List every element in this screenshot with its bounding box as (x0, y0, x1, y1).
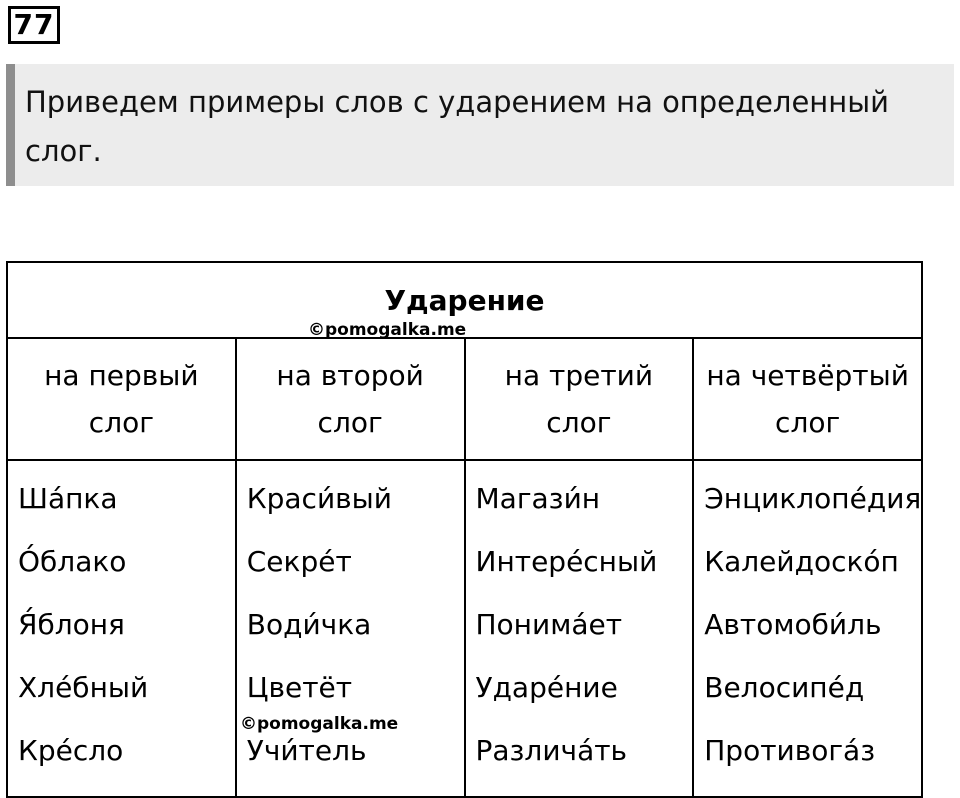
word-list-fourth-syllable (693, 460, 922, 797)
word-item: Ударе́ние (475, 671, 618, 704)
watermark: ©pomogalka.me (308, 320, 467, 340)
column-header-line: слог (317, 406, 383, 439)
word-item: Хле́бный (18, 671, 149, 704)
column-header-line: на первый (44, 359, 199, 392)
word-item: Энциклопе́дия (704, 482, 922, 515)
column-header-first-syllable (7, 338, 236, 460)
task-statement-text: Приведем примеры слов с ударением на определенный слог. (25, 85, 889, 168)
word-item: О́блако (18, 545, 127, 578)
word-item: Калейдоско́п (704, 545, 899, 578)
word-item: Секре́т (246, 545, 352, 578)
word-item: Понима́ет (475, 608, 623, 641)
task-statement-box (6, 64, 954, 186)
column-header-line: слог (775, 406, 841, 439)
word-list-first-syllable (7, 460, 236, 797)
word-list-second-syllable (236, 460, 465, 797)
word-item: Ша́пка (18, 482, 118, 515)
column-header-line: на второй (276, 359, 424, 392)
task-number: 77 (8, 6, 60, 44)
word-item: Води́чка (246, 608, 372, 641)
column-header-second-syllable (236, 338, 465, 460)
column-header-fourth-syllable (693, 338, 922, 460)
word-item: Интере́сный (475, 545, 658, 578)
word-item: Магази́н (475, 482, 601, 515)
word-item: Различа́ть (475, 734, 628, 767)
table-title: Ударение (7, 262, 922, 338)
stress-table (6, 261, 923, 798)
word-item: Кре́сло (18, 734, 124, 767)
column-header-line: на четвёртый (706, 359, 909, 392)
word-list-third-syllable (465, 460, 694, 797)
word-item: Противога́з (704, 734, 876, 767)
column-header-third-syllable (465, 338, 694, 460)
column-header-line: слог (546, 406, 612, 439)
word-item: Я́блоня (18, 608, 125, 641)
word-item: Цветёт (246, 671, 353, 704)
word-item: Учи́тель (246, 734, 367, 767)
column-header-line: на третий (504, 359, 654, 392)
watermark: ©pomogalka.me (240, 714, 399, 734)
word-item: Автомоби́ль (704, 608, 882, 641)
word-item: Краси́вый (246, 482, 392, 515)
column-header-line: слог (88, 406, 154, 439)
word-item: Велосипе́д (704, 671, 865, 704)
